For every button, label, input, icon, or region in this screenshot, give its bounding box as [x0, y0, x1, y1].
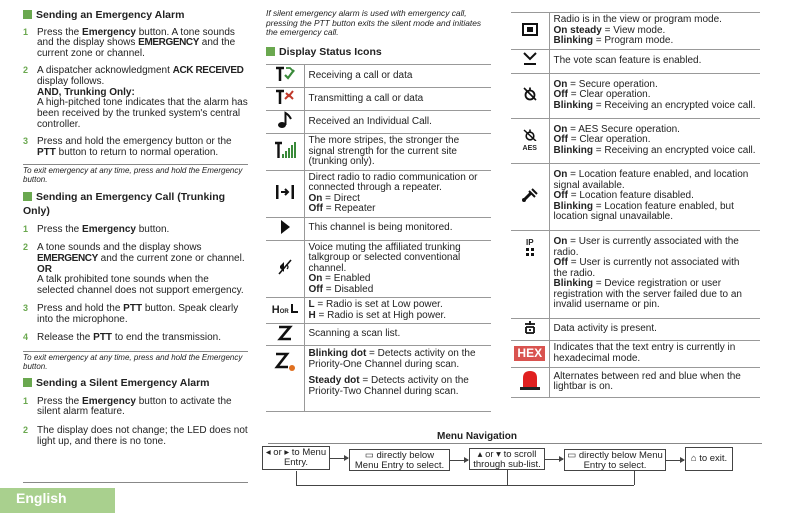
list-item: 3 Press and hold the emergency button or the PTT button to return to normal operation. [23, 135, 232, 158]
table-row: Alternates between red and blue when the lightbar is on. [511, 367, 760, 397]
list-item: 2 A dispatcher acknowledgment ACK RECEIVED display follows. AND, Trunking Only: A high-pitched tone indicates that the alarm has been received by the trunked system's central controller. [23, 64, 248, 130]
list-item: 1 Press the Emergency button. [23, 224, 170, 236]
table-row: IP On = User is currently associated with the radio. Off = User is currently not associated with the radio. Blinking = Device registration or user registration with the server failed due to an invalid username or pin. [511, 230, 760, 318]
secure-operation-icon [511, 73, 549, 118]
note: To exit emergency at any time, press and hold the Emergency button. [23, 351, 248, 372]
menu-nav-arrow [450, 460, 468, 461]
scan-icon [266, 324, 304, 346]
table-row: The more stripes, the stronger the signal strength for the current site (trunking only). [266, 134, 491, 171]
section-title: Sending an Emergency Call (Trunking Only) [23, 190, 226, 217]
table-row: HOR L = Radio is set at Low power. H = Radio is set at High power. [266, 298, 491, 324]
table-row: On = Secure operation. Off = Clear operation. Blinking = Receiving an encrypted voice call. [511, 73, 760, 118]
menu-nav-loop [634, 471, 635, 485]
table-row: Receiving a call or data [266, 65, 491, 88]
table-row: Received an Individual Call. [266, 111, 491, 134]
left-column [23, 10, 248, 448]
list-item: 1 Press the Emergency button to activate the silent alarm feature. [23, 395, 232, 418]
direct-repeater-icon [266, 170, 304, 217]
signal-strength-icon [266, 134, 304, 171]
power-level-icon: HOR [266, 298, 304, 324]
table-row: Blinking dot = Detects activity on the Priority-One Channel during scan. Steady dot = Detects activity on the Priority-Two Channel during scan. [266, 346, 491, 412]
location-icon [511, 163, 549, 230]
menu-nav-step-3: ▴ or ▾ to scroll through sub-list. [469, 448, 545, 470]
table-row: Data activity is present. [511, 318, 760, 340]
menu-nav-loop [507, 470, 508, 485]
lightbar-icon [511, 367, 549, 397]
table-row: Direct radio to radio communication or connected through a repeater. On = Direct Off = Repeater [266, 170, 491, 217]
individual-call-icon [266, 111, 304, 134]
section-title: Display Status Icons [266, 47, 382, 59]
ip-icon: IP [511, 230, 549, 318]
aes-secure-icon: AES [511, 118, 549, 163]
table-row: AES On = AES Secure operation. Off = Clear operation. Blinking = Receiving an encrypted voice call. [511, 118, 760, 163]
menu-nav-arrow [545, 459, 563, 460]
table-row: The vote scan feature is enabled. [511, 49, 760, 73]
table-row: Scanning a scan list. [266, 324, 491, 346]
table-row: Transmitting a call or data [266, 88, 491, 111]
note: To exit emergency at any time, press and hold the Emergency button. [23, 164, 248, 185]
list-item: 4 Release the PTT to end the transmission. [23, 331, 221, 343]
priority-scan-icon [266, 346, 304, 412]
section-marker-icon [23, 192, 32, 201]
status-icons-table-continued [511, 12, 760, 398]
section-title: Sending a Silent Emergency Alarm [23, 378, 248, 390]
section-marker-icon [266, 47, 275, 56]
section-marker-icon [23, 10, 32, 19]
menu-nav-loop [296, 471, 297, 485]
list-item: 3 Press and hold the PTT button. Speak clearly into the microphone. [23, 302, 239, 325]
left-column-rule [23, 482, 248, 483]
menu-nav-rule [268, 443, 762, 444]
menu-nav-arrow [330, 458, 348, 459]
voice-mute-icon [266, 240, 304, 298]
transmitting-call-icon [266, 88, 304, 111]
table-row: HEX Indicates that the text entry is currently in hexadecimal mode. [511, 340, 760, 367]
table-row: This channel is being monitored. [266, 217, 491, 240]
data-activity-icon [511, 318, 549, 340]
vote-scan-icon [511, 49, 549, 73]
view-program-mode-icon [511, 13, 549, 50]
table-row: Voice muting the affiliated trunking talkgroup or selected conventional channel. On = Enabled Off = Disabled [266, 240, 491, 298]
menu-nav-title: Menu Navigation [437, 431, 518, 442]
menu-nav-step-1: ◂ or ▸ to Menu Entry. [262, 446, 330, 470]
list-item: 2 The display does not change; the LED does not light up, and there is no tone. [23, 425, 248, 447]
table-row: Radio is in the view or program mode. On steady = View mode. Blinking = Program mode. [511, 13, 760, 50]
hex-mode-icon: HEX [511, 340, 549, 367]
section-marker-icon [23, 378, 32, 387]
receiving-call-icon [266, 65, 304, 88]
list-item: 1 Press the Emergency button. A tone sounds and the display shows EMERGENCY and the current zone or channel. [23, 26, 236, 60]
monitored-channel-icon [266, 217, 304, 240]
menu-nav-step-5: ⌂ to exit. [685, 447, 733, 471]
language-tab: English [0, 488, 115, 513]
list-item: 2 A tone sounds and the display shows EMERGENCY and the current zone or channel. OR A talk prohibited tone sounds when the selected channel does not support emergency. [23, 241, 245, 297]
status-icons-table [266, 64, 491, 412]
menu-nav-step-4: ▭ directly below Menu Entry to select. [564, 449, 666, 471]
middle-intro: If silent emergency alarm is used with emergency call, pressing the PTT button exits the silent mode and initiates the emergency call. [266, 8, 482, 38]
menu-nav-step-2: ▭ directly below Menu Entry to select. [349, 449, 450, 471]
menu-nav-arrow [666, 460, 684, 461]
menu-nav-loop [296, 485, 634, 486]
table-row: On = Location feature enabled, and location signal available. Off = Location feature disabled. Blinking = Location feature enabled, but location signal unavailable. [511, 163, 760, 230]
section-title: Sending an Emergency Alarm [23, 10, 248, 22]
